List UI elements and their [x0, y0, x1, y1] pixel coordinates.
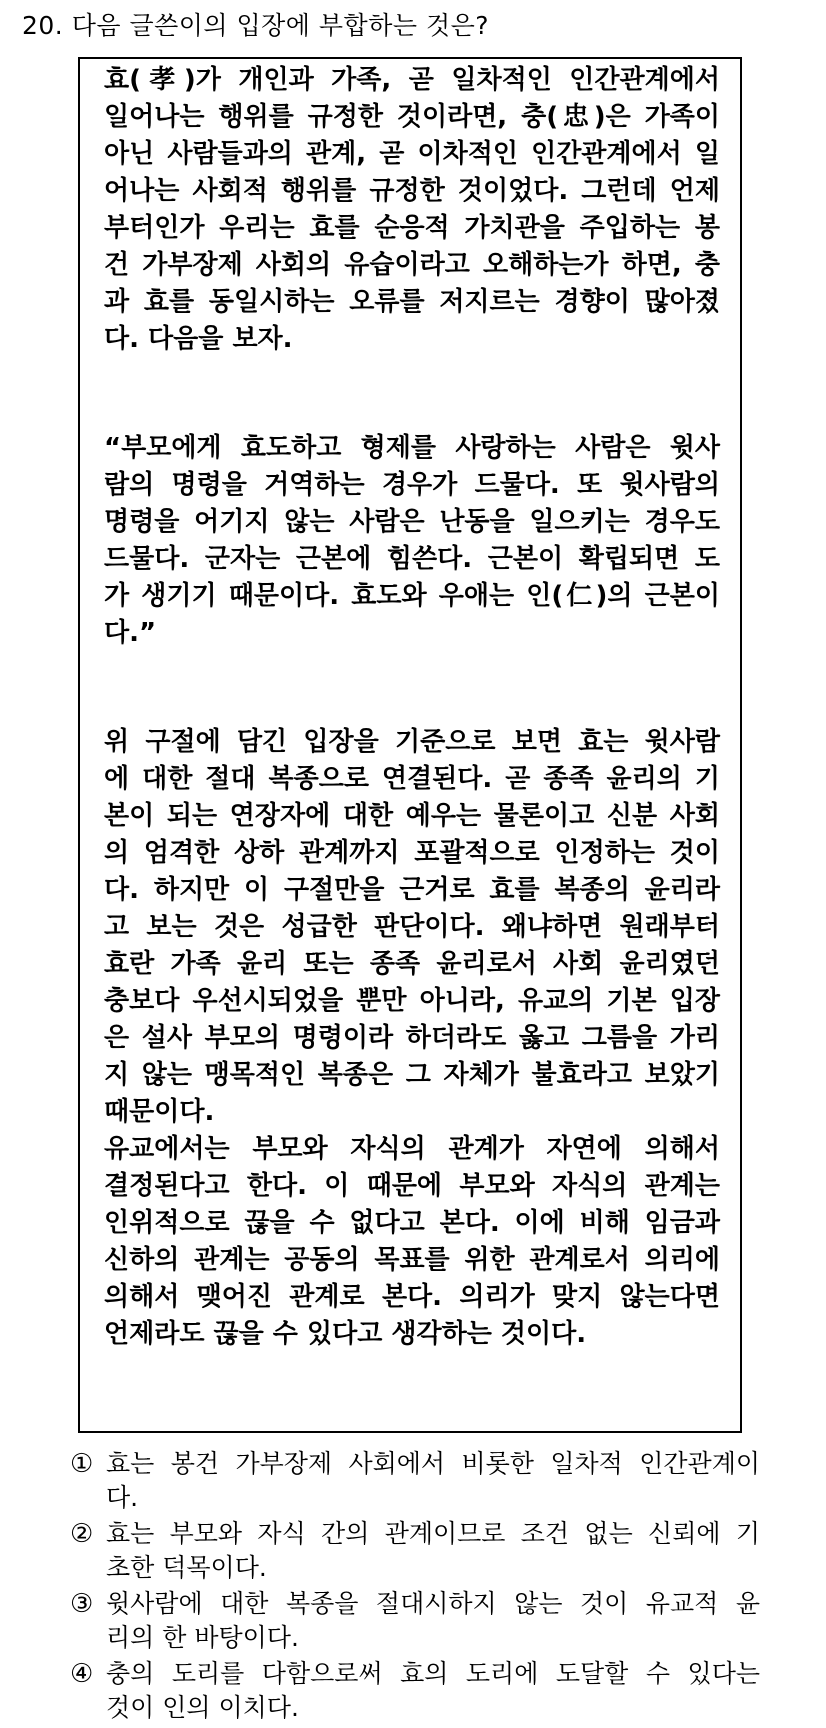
choice-text: 윗사람에 대한 복종을 절대시하지 않는 것이 유교적 윤: [106, 1589, 760, 1618]
passage-line: 부터인가 우리는 효를 순응적 가치관을 주입하는 봉: [104, 213, 720, 243]
passage-line: 의해서 맺어진 관계로 본다. 의리가 맞지 않는다면: [104, 1282, 720, 1312]
passage-line: 본이 되는 연장자에 대한 예우는 물론이고 신분 사회: [104, 801, 720, 831]
choice-number: ②: [70, 1519, 94, 1549]
choice-text: 것이 인의 이치다.: [106, 1693, 299, 1722]
passage-line: 은 설사 부모의 명령이라 하더라도 옳고 그름을 가리: [104, 1023, 720, 1053]
choice-number: ①: [70, 1449, 94, 1479]
passage-line: 언제라도 끊을 수 있다고 생각하는 것이다.: [104, 1319, 587, 1349]
quote-line: 드물다. 군자는 근본에 힘쓴다. 근본이 확립되면 도: [104, 544, 720, 574]
passage-line: 인위적으로 끊을 수 없다고 본다. 이에 비해 임금과: [104, 1208, 720, 1238]
passage-line: 일어나는 행위를 규정한 것이라면, 충(忠)은 가족이: [104, 102, 720, 132]
passage-line: 효(孝)가 개인과 가족, 곧 일차적인 인간관계에서: [104, 65, 720, 95]
quote-line: 다.”: [104, 618, 157, 648]
choice-text: 충의 도리를 다함으로써 효의 도리에 도달할 수 있다는: [106, 1659, 760, 1688]
passage-line: 다. 하지만 이 구절만을 근거로 효를 복종의 윤리라: [104, 875, 720, 905]
choice-text: 초한 덕목이다.: [106, 1553, 267, 1582]
quote-line: 람의 명령을 거역하는 경우가 드물다. 또 윗사람의: [104, 470, 720, 500]
question-title: 20. 다음 글쓴이의 입장에 부합하는 것은?: [22, 11, 490, 40]
choice-text: 효는 부모와 자식 간의 관계이므로 조건 없는 신뢰에 기: [106, 1519, 760, 1548]
choice-number: ④: [70, 1659, 94, 1689]
passage-line: 건 가부장제 사회의 유습이라고 오해하는가 하면, 충: [104, 250, 720, 280]
passage-line: 고 보는 것은 성급한 판단이다. 왜냐하면 원래부터: [104, 912, 720, 942]
passage-line: 의 엄격한 상하 관계까지 포괄적으로 인정하는 것이: [104, 838, 720, 868]
passage-line: 충보다 우선시되었을 뿐만 아니라, 유교의 기본 입장: [104, 986, 720, 1016]
quote-line: “부모에게 효도하고 형제를 사랑하는 사람은 윗사: [104, 433, 720, 463]
passage-line: 유교에서는 부모와 자식의 관계가 자연에 의해서: [104, 1134, 720, 1164]
quote-line: 명령을 어기지 않는 사람은 난동을 일으키는 경우도: [104, 507, 720, 537]
choice-text: 효는 봉건 가부장제 사회에서 비롯한 일차적 인간관계이: [106, 1449, 760, 1478]
passage-line: 결정된다고 한다. 이 때문에 부모와 자식의 관계는: [104, 1171, 720, 1201]
passage-line: 아닌 사람들과의 관계, 곧 이차적인 인간관계에서 일: [104, 139, 720, 169]
choice-text: 다.: [106, 1483, 139, 1512]
passage-line: 때문이다.: [104, 1097, 215, 1127]
choice-number: ③: [70, 1589, 94, 1619]
passage-line: 어나는 사회적 행위를 규정한 것이었다. 그런데 언제: [104, 176, 720, 206]
quote-line: 가 생기기 때문이다. 효도와 우애는 인(仁)의 근본이: [104, 581, 720, 611]
passage-line: 지 않는 맹목적인 복종은 그 자체가 불효라고 보았기: [104, 1060, 720, 1090]
passage-line: 신하의 관계는 공동의 목표를 위한 관계로서 의리에: [104, 1245, 720, 1275]
choice-text: 리의 한 바탕이다.: [106, 1623, 299, 1652]
passage-line: 다. 다음을 보자.: [104, 324, 293, 354]
passage-line: 과 효를 동일시하는 오류를 저지르는 경향이 많아졌: [104, 287, 720, 317]
passage-box: [78, 57, 742, 1433]
passage-line: 효란 가족 윤리 또는 종족 윤리로서 사회 윤리였던: [104, 949, 720, 979]
passage-line: 위 구절에 담긴 입장을 기준으로 보면 효는 윗사람: [104, 727, 720, 757]
passage-line: 에 대한 절대 복종으로 연결된다. 곧 종족 윤리의 기: [104, 764, 720, 794]
